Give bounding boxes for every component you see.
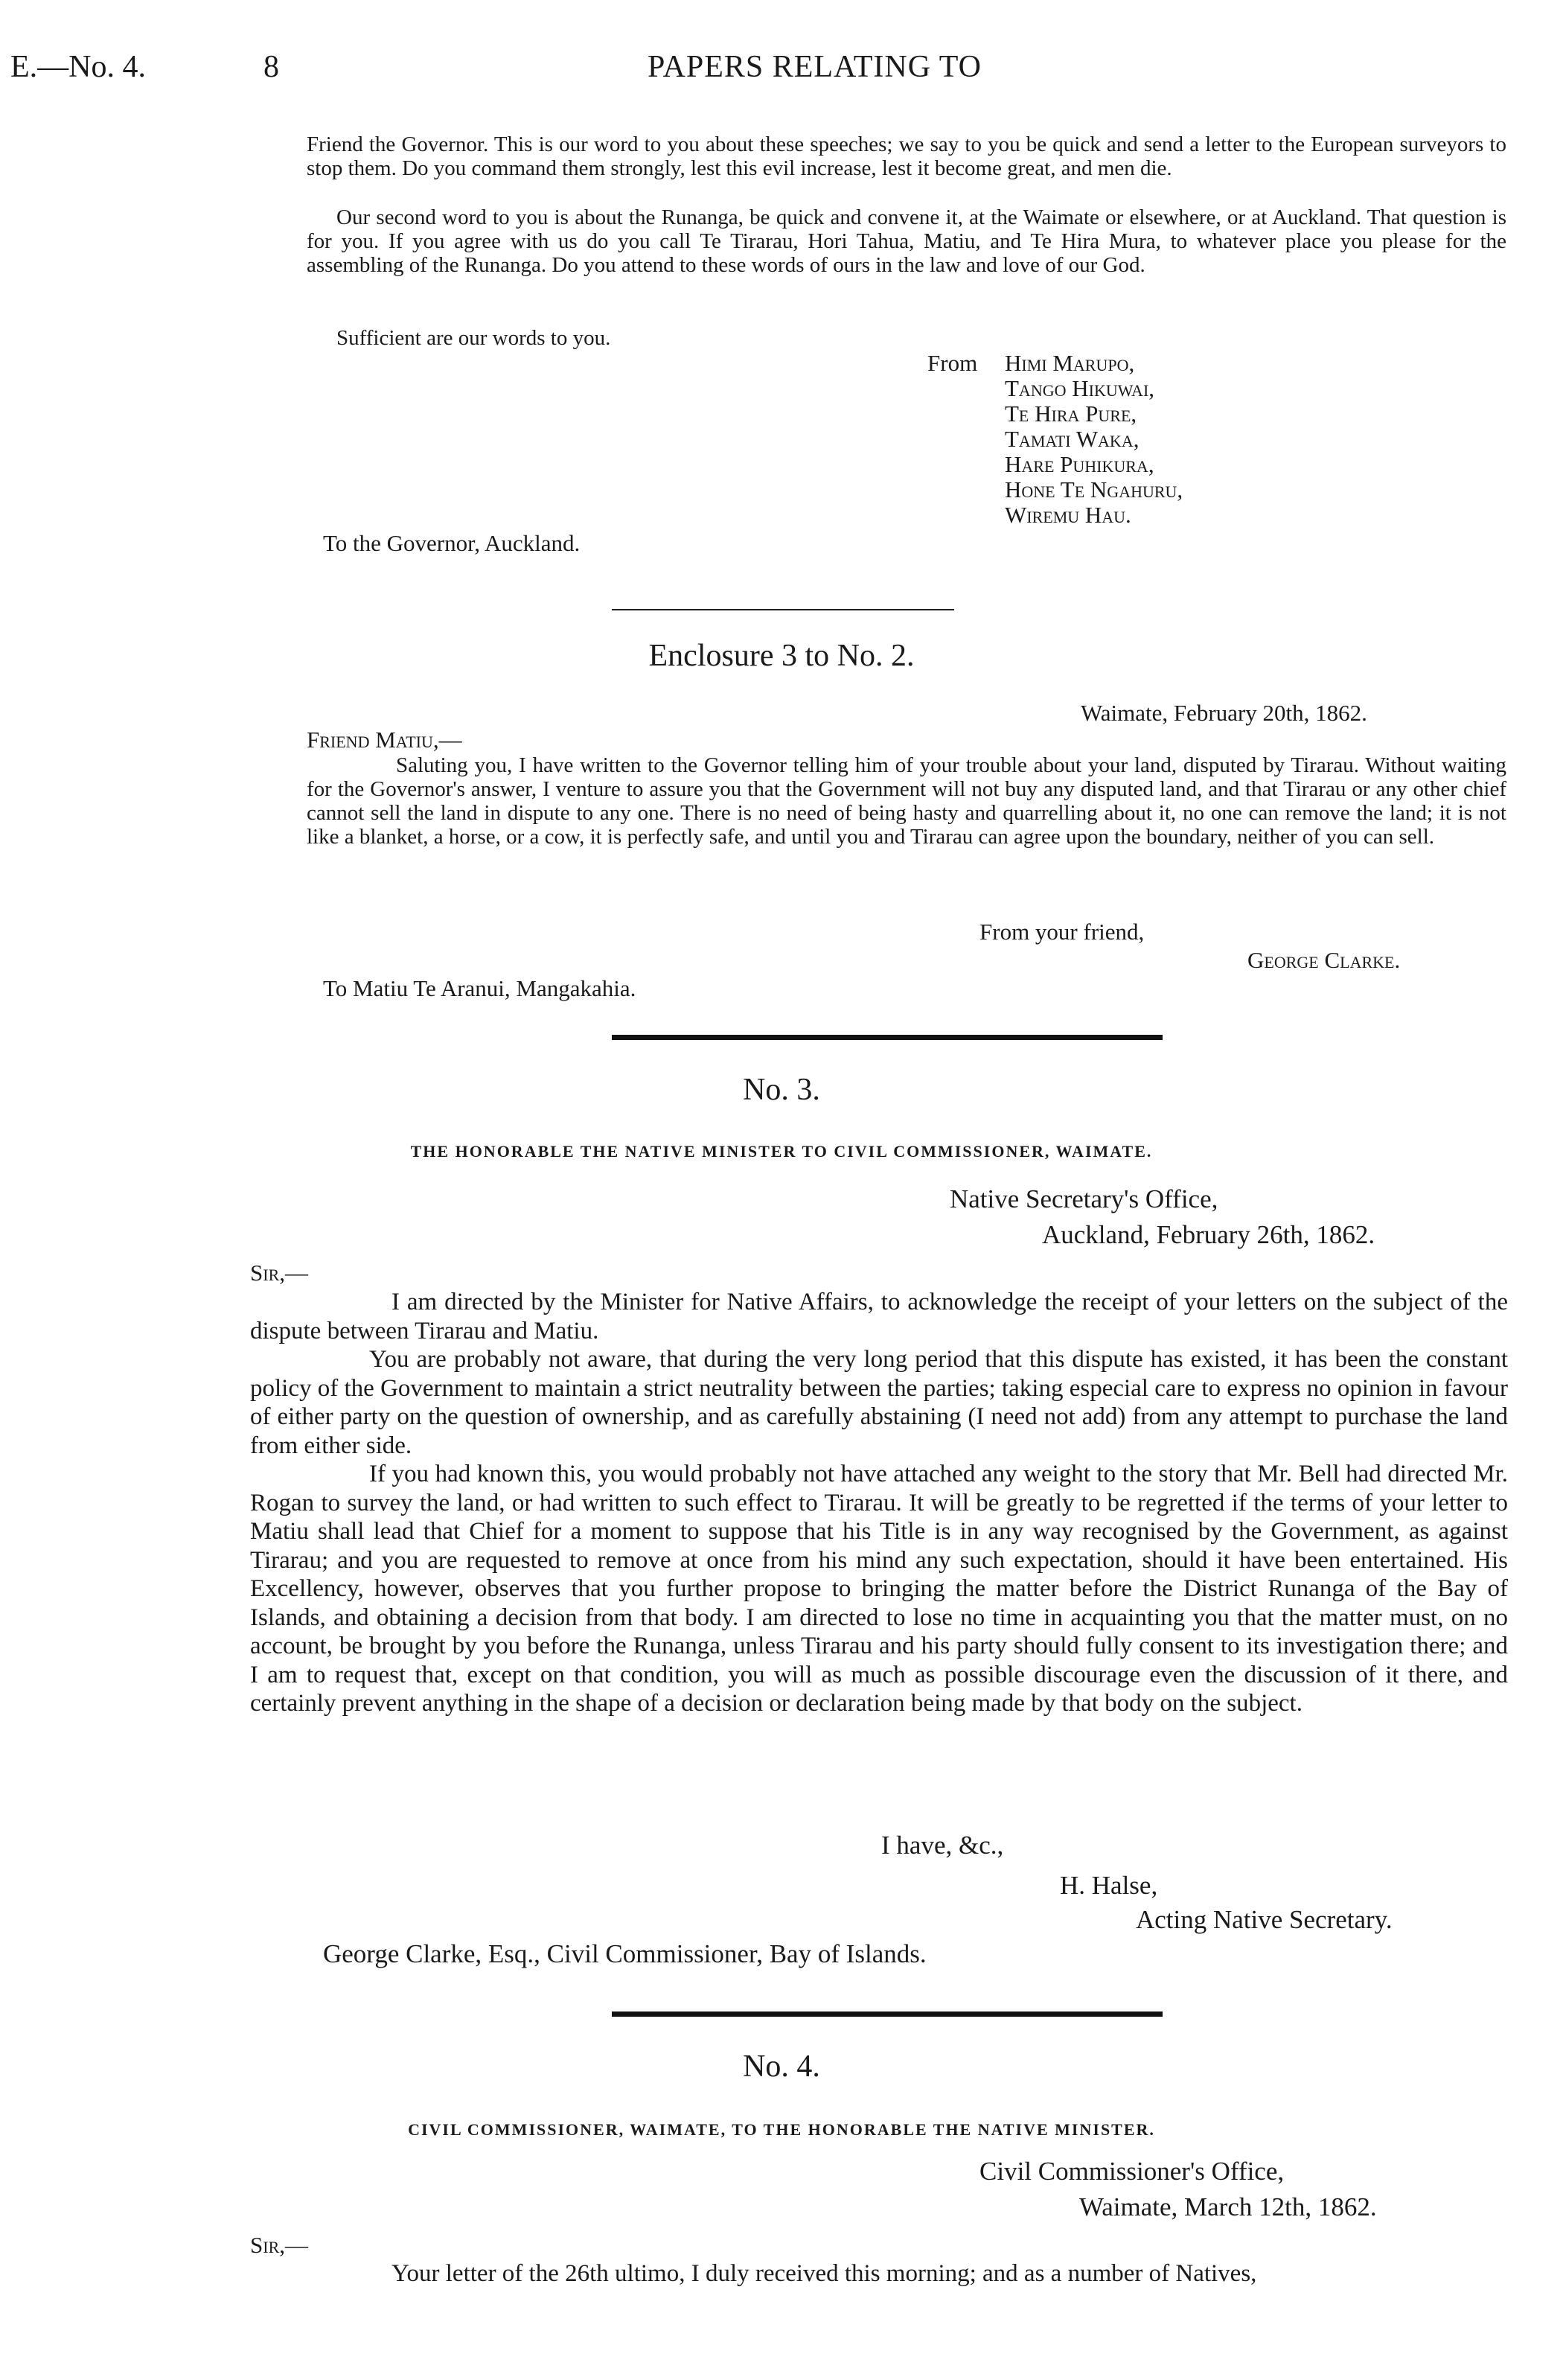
addressee: To Matiu Te Aranui, Mangakahia.	[323, 975, 636, 1001]
dateline: Waimate, February 20th, 1862.	[1081, 700, 1367, 726]
closing: From your friend,	[979, 919, 1145, 945]
divider	[612, 2011, 1163, 2017]
section-subtitle: THE HONORABLE THE NATIVE MINISTER TO CIVIL COMMISSIONER, WAIMATE.	[410, 1142, 1153, 1161]
section-heading: No. 4.	[743, 2049, 820, 2084]
signatory: Te Hira Pure,	[1005, 401, 1137, 427]
enclosure-heading: Enclosure 3 to No. 2.	[648, 639, 915, 673]
letter-paragraph: Sufficient are our words to you.	[336, 326, 611, 350]
document-reference: E.—No. 4.	[10, 50, 146, 84]
signatory: Himi Marupo,	[1005, 350, 1135, 376]
signatory: Hone Te Ngahuru,	[1005, 476, 1183, 503]
dateline: Waimate, March 12th, 1862.	[1079, 2192, 1377, 2221]
salutation: Sir,—	[250, 2232, 308, 2258]
letter-paragraph: You are probably not aware, that during the very long period that this dispute has existed, it has been the constant policy of the Government to maintain a strict neutrality between the parties; taking especial care to express no opinion in favour of either party on the question of ownership, and as carefully abstaining (I need not add) from any attempt to purchase the land from either side.	[250, 1346, 1508, 1459]
page-title: PAPERS RELATING TO	[648, 50, 982, 84]
addressee: George Clarke, Esq., Civil Commissioner, Bay of Islands.	[323, 1939, 927, 1968]
addressee: To the Governor, Auckland.	[323, 530, 581, 556]
dateline: Auckland, February 26th, 1862.	[1042, 1220, 1375, 1249]
signatory: Tango Hikuwai,	[1005, 375, 1155, 401]
letter-paragraph: If you had known this, you would probably not have attached any weight to the story that Mr. Bell had directed Mr. Rogan to survey the land, or had written to such effect to Tirarau. It will be greatly to be regretted if the terms of your letter to Matiu shall lead that Chief for a moment to suppose that his Title is in any way recognised by the Government, as against Tirarau; and you are requested to remove at once from his mind any such expectation, should it have been entertained. His Excellency, however, observes that you further propose to bringing the matter before the District Runanga of the Bay of Islands, and obtaining a decision from that body. I am directed to lose no time in acquainting you that the matter must, on no account, be brought by you before the Runanga, unless Tirarau and his party should fully consent to its investigation there; and I am to request that, except on that condition, you will as much as possible discourage even the discussion of it there, and certainly prevent anything in the shape of a decision or declaration being made by that body on the subject.	[250, 1461, 1508, 1717]
signature: H. Halse,	[1060, 1871, 1158, 1900]
signatory: Tamati Waka,	[1005, 426, 1140, 452]
salutation: Sir,—	[250, 1260, 308, 1286]
divider	[612, 609, 954, 610]
office: Native Secretary's Office,	[950, 1184, 1218, 1213]
signatory: Hare Puhikura,	[1005, 451, 1154, 477]
from-label: From	[927, 350, 978, 376]
closing: I have, &c.,	[881, 1831, 1004, 1860]
letter-body: Saluting you, I have written to the Governor telling him of your trouble about your land, disputed by Tirarau. Without waiting for the Governor's answer, I venture to assure you that the Government will not buy any disputed land, and that Tirarau or any other chief cannot sell the land in dispute to any one. There is no need of being hasty and quarrelling about it, no one can remove the land; it is not like a blanket, a horse, or a cow, it is perfectly safe, and until you and Tirarau can agree upon the boundary, neither of you can sell.	[307, 753, 1506, 849]
letter-paragraph: I am directed by the Minister for Native Affairs, to acknowledge the receipt of your letters on the subject of the dispute between Tirarau and Matiu.	[250, 1289, 1508, 1344]
divider	[612, 1035, 1163, 1040]
letter-paragraph: Our second word to you is about the Runanga, be quick and convene it, at the Waimate or elsewhere, or at Auckland. That question is for you. If you agree with us do you call Te Tirarau, Hori Tahua, Matiu, and Te Hira Mura, to whatever place you please for the assembling of the Runanga. Do you attend to these words of ours in the law and love of our God.	[307, 205, 1506, 277]
signature: George Clarke.	[1247, 947, 1401, 973]
office: Civil Commissioner's Office,	[979, 2157, 1285, 2186]
signatory-title: Acting Native Secretary.	[1136, 1905, 1393, 1934]
salutation: Friend Matiu,—	[307, 727, 462, 753]
page-number: 8	[263, 50, 279, 84]
section-subtitle: CIVIL COMMISSIONER, WAIMATE, TO THE HONORABLE THE NATIVE MINISTER.	[408, 2120, 1155, 2139]
letter-paragraph: Friend the Governor. This is our word to you about these speeches; we say to you be quick and send a letter to the European surveyors to stop them. Do you command them strongly, lest this evil increase, lest it become great, and men die.	[307, 133, 1506, 180]
signatory: Wiremu Hau.	[1005, 502, 1131, 528]
letter-paragraph: Your letter of the 26th ultimo, I duly received this morning; and as a number of Natives,	[391, 2260, 1257, 2287]
section-heading: No. 3.	[743, 1073, 820, 1107]
